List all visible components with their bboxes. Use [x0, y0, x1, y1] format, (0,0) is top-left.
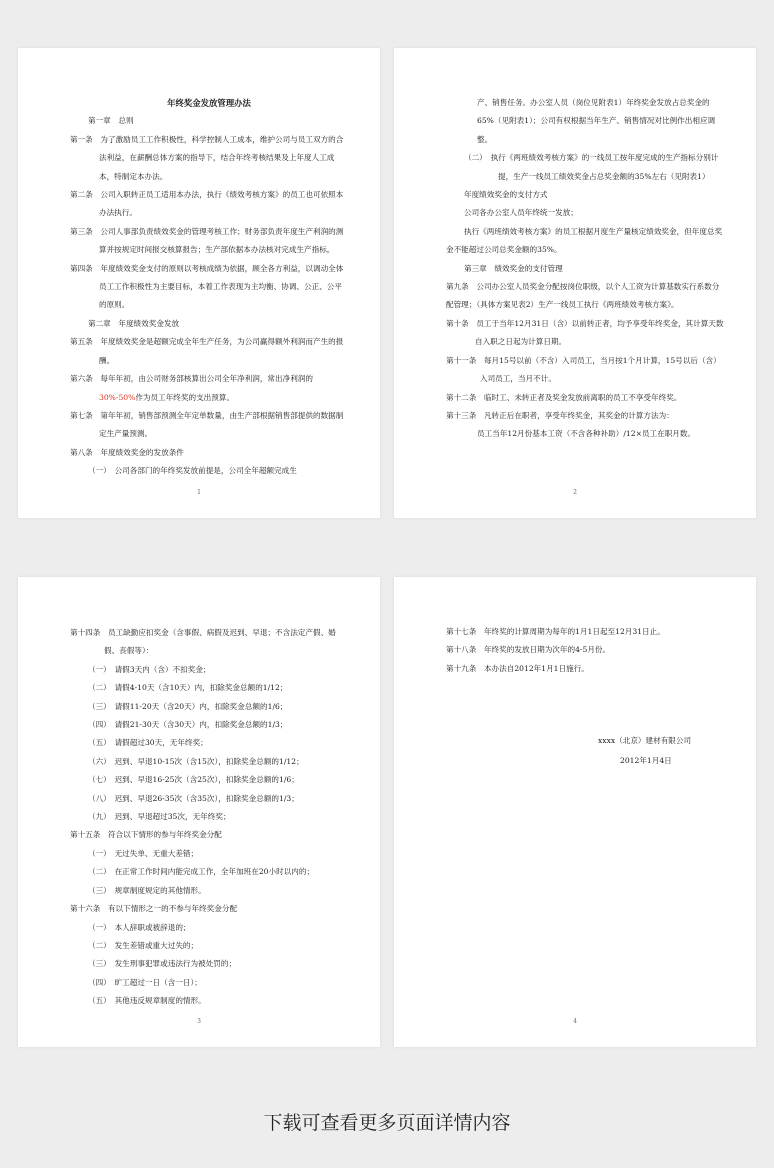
page-3-body	[70, 624, 348, 1011]
article-paragraph: 第十三条 凡转正后在职者，享受年终奖金，其奖金的计算方法为：	[446, 410, 674, 420]
document-page-1	[18, 48, 380, 518]
clause-item: （一） 公司各部门的年终奖发放前提是，公司全年超额完成生	[88, 466, 297, 476]
chapter-heading: 第二章 年度绩效奖金发放	[88, 318, 180, 328]
clause-item: （一） 无过失单、无重大差错；	[88, 848, 199, 858]
article-paragraph: 第十四条 员工缺勤应扣奖金（含事假、病假及迟到、早退；不含法定产假、婚假、丧假等）：	[70, 628, 336, 656]
article-6-paragraph	[70, 370, 348, 407]
clause-item: （一） 请假3天内（含）不扣奖金；	[88, 664, 211, 674]
clause-item: （二） 执行《两班绩效考核方案》的一线员工按年度完成的生产指标分别计提，生产一线员工绩效奖金占总奖金额的35%左右（见附表1）	[464, 153, 719, 181]
signature-date: 2012年1月4日	[620, 756, 672, 765]
chapter-heading: 第一章 总则	[88, 116, 134, 126]
clause-item: （三） 发生刑事犯罪或违法行为被处罚的；	[88, 959, 237, 969]
clause-item: （二） 请假4-10天（含10天）内，扣除奖金总额的1/12；	[88, 683, 288, 693]
article-paragraph: 第十二条 临时工、未转正者及奖金发放前离职的员工不享受年终奖。	[446, 392, 682, 402]
clause-item: （三） 请假11-20天（含20天）内，扣除奖金总额的1/6；	[88, 701, 288, 711]
clause-item: （五） 其他违反规章制度的情形。	[88, 996, 206, 1006]
clause-item: （七） 迟到、早退16-25次（含25次），扣除奖金总额的1/6；	[88, 775, 299, 785]
page-number: 4	[573, 1018, 577, 1025]
article-paragraph: 第十条 员工于当年12月31日（含）以前转正者，均予享受年终奖金，其计算天数自入职之日起为计算日期。	[446, 318, 724, 347]
article-paragraph: 第一条 为了激励员工工作积极性，科学控制人工成本，维护公司与员工双方的合法利益，在薪酬总体方案的指导下，结合年终考核结果及上年度人工成本，特制定本办法。	[70, 134, 344, 181]
page-1-body	[70, 94, 348, 481]
formula-text: 员工当年12月份基本工资（不含各种补助）/12×员工在职月数。	[477, 429, 696, 439]
clause-item: （九） 迟到、早退超过35次，无年终奖；	[88, 812, 231, 822]
article-paragraph: 第四条 年度绩效奖金支付的原则以考核成绩为依据，顾全各方利益，以调动全体员工工作积极性为主要目标，本着工作表现为主均衡、协调、公正、公平的原则。	[70, 263, 344, 310]
article-paragraph: 第五条 年度绩效奖金是超额完成全年生产任务，为公司赢得额外利润而产生的报酬。	[70, 337, 344, 365]
article-paragraph: 第八条 年度绩效奖金的发放条件	[70, 447, 184, 457]
page-number: 2	[573, 489, 577, 496]
clause-item: （三） 规章制度规定的其他情形。	[88, 885, 206, 895]
article-paragraph: 第十五条 符合以下情形的参与年终奖金分配	[70, 830, 222, 840]
chapter-heading: 第三章 绩效奖金的支付管理	[464, 263, 563, 273]
clause-item: （二） 发生差错或重大过失的；	[88, 940, 199, 950]
clause-item: （六） 迟到、早退10-15次（含15次），扣除奖金总额的1/12；	[88, 756, 304, 766]
page-2-body	[446, 94, 724, 444]
document-page-4	[394, 577, 756, 1047]
clause-item: （四） 旷工超过一日（含一日）；	[88, 977, 202, 987]
article-paragraph: 第三条 公司人事部负责绩效奖金的管理考核工作；财务部负责年度生产利润的测算并按规定时间报交核算报告；生产部依据本办法核对完成生产指标。	[70, 226, 344, 255]
paragraph: 公司各办公室人员年终统一发放；	[464, 208, 578, 218]
highlighted-percentage: 30%-50%	[99, 392, 136, 402]
article-paragraph: 第十七条 年终奖的计算周期为每年的1月1日起至12月31日止。	[446, 627, 665, 636]
company-signature: xxxx（北京）建材有限公司	[598, 736, 692, 745]
article-paragraph: 第十八条 年终奖的发放日期为次年的4-5月份。	[446, 645, 611, 655]
document-title: 年终奖金发放管理办法	[167, 98, 251, 108]
article-paragraph: 第十一条 每月15号以前（不含）入司员工，当月按1个月计算，15号以后（含）入司员工，当月不计。	[446, 355, 721, 384]
section-heading: 年度绩效奖金的支付方式	[464, 190, 548, 200]
page-number: 3	[197, 1018, 201, 1025]
article-paragraph: 第九条 公司办公室人员奖金分配按岗位职级，以个人工资为计算基数实行系数分配管理；（具体方案见表2）生产一线员工执行《两班绩效考核方案》。	[446, 282, 720, 310]
article-paragraph: 第七条 第年年初，销售部预测全年定单数量，由生产部根据销售部提供的数据制定生产量预测。	[70, 410, 344, 439]
clause-continuation: 产、销售任务。办公室人员（岗位见附表1）年终奖金发放占总奖金的65%（见附表1）；公司有权根据当年生产、销售情况对比例作出相应调整。	[477, 98, 716, 144]
clause-item: （八） 迟到、早退26-35次（含35次），扣除奖金总额的1/3；	[88, 793, 299, 803]
page-number: 1	[197, 489, 201, 496]
article-6-text-end: 作为员工年终奖的支出预算。	[135, 392, 235, 402]
article-6-text-start: 第六条 每年年初，由公司财务部核算出公司全年净利润，常出净利润的	[70, 374, 313, 384]
document-page-3	[18, 577, 380, 1047]
clause-item: （五） 请假超过30天，无年终奖；	[88, 738, 208, 748]
clause-item: （一） 本人辞职或被辞退的；	[88, 922, 191, 932]
document-page-2	[394, 48, 756, 518]
article-paragraph: 第十六条 有以下情形之一的不参与年终奖金分配	[70, 904, 238, 914]
clause-item: （二） 在正常工作时间内能完成工作，全年加班在20小时以内的；	[88, 867, 315, 877]
article-paragraph: 第十九条 本办法自2012年1月1日施行。	[446, 663, 589, 673]
paragraph: 执行《两班绩效考核方案》的员工根据月度生产量核定绩效奖金，但年度总奖金不能超过公司总奖金额的35%。	[446, 226, 723, 255]
clause-item: （四） 请假21-30天（含30天）内，扣除奖金总额的1/3；	[88, 720, 288, 730]
download-caption: 下载可查看更多页面详情内容	[263, 1112, 511, 1134]
article-paragraph: 第二条 公司入职转正员工适用本办法，执行《绩效考核方案》的员工也可依照本办法执行。	[70, 190, 344, 218]
page-4-body	[446, 623, 724, 678]
